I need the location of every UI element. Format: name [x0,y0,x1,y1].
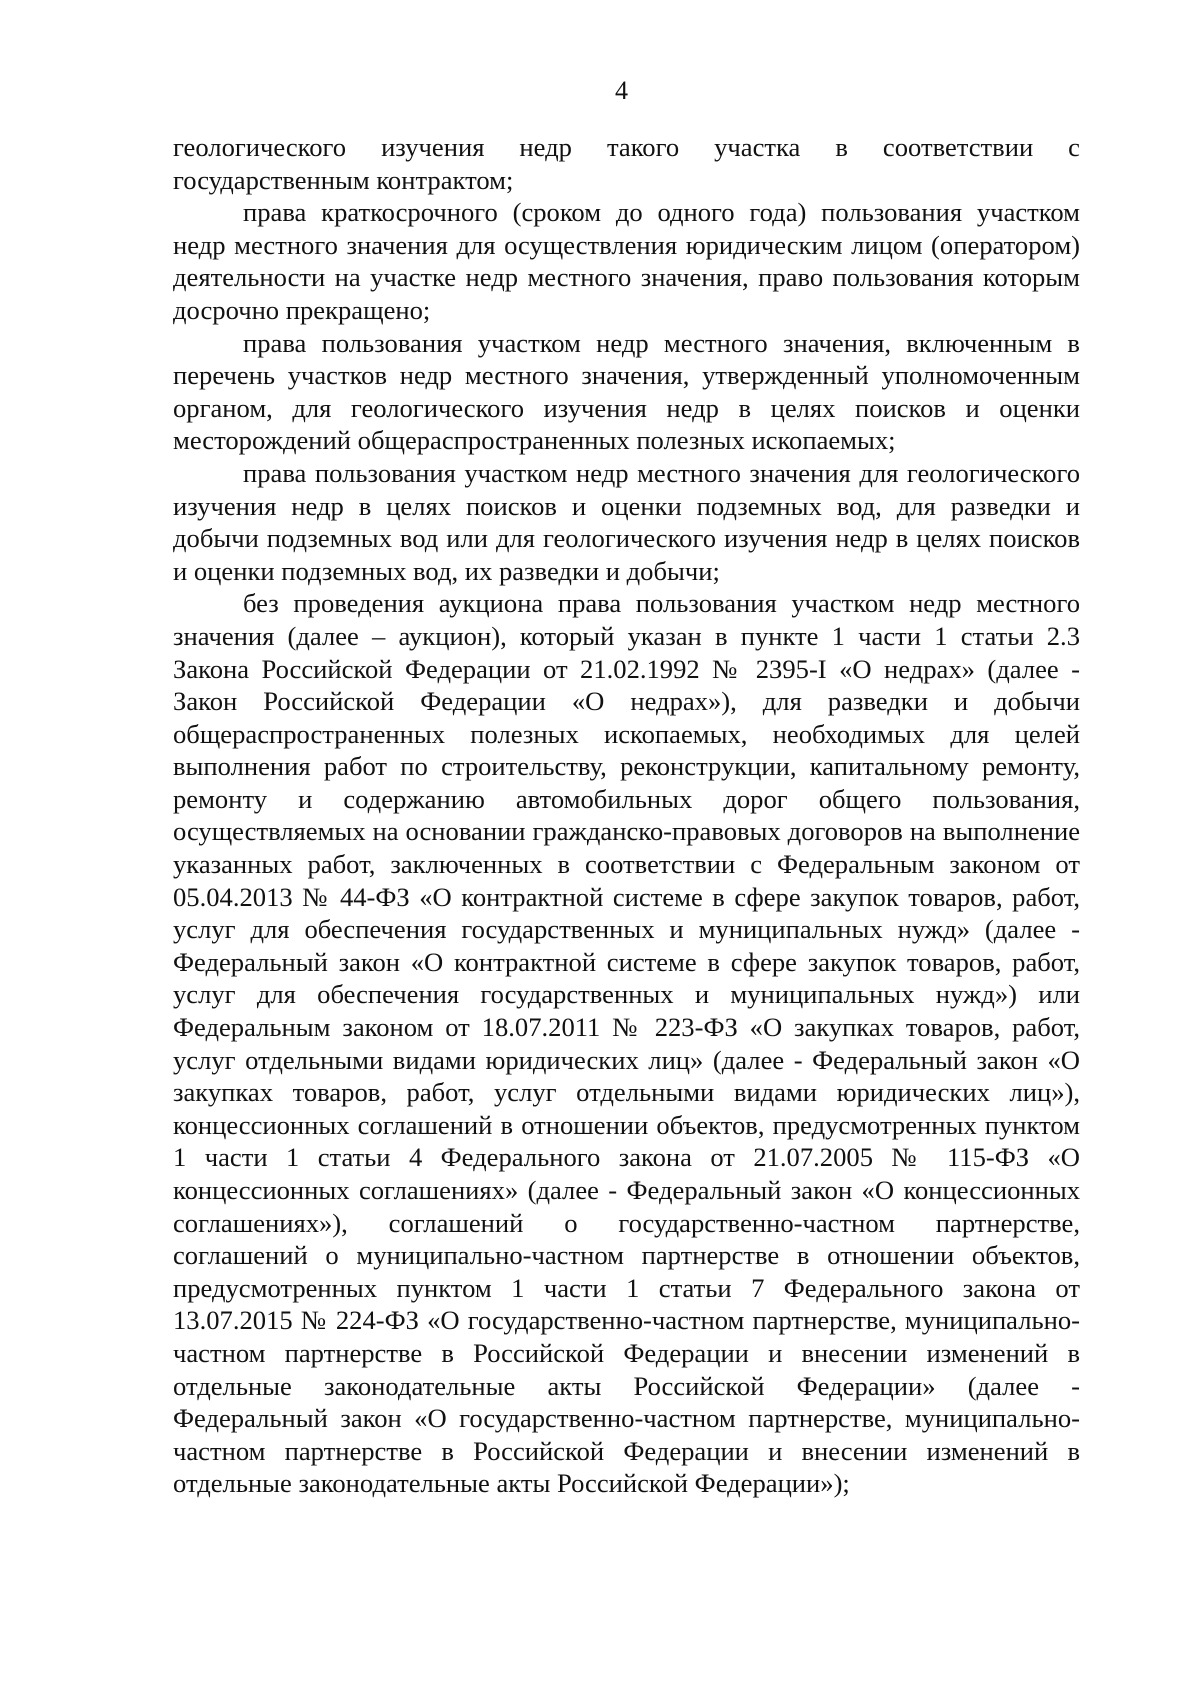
paragraph: права краткосрочного (сроком до одного года) пользования участком недр местного значения для осуществления юридическим лицом (оператором) деятельности на участке недр местного значения, право пользования которым досрочно прекращено; [173,197,1080,325]
document-body [173,131,1080,1500]
paragraph-continuation: геологического изучения недр такого участка в соответствии с государственным контрактом; [173,132,1080,195]
page-number: 4 [615,76,628,105]
paragraph: без проведения аукциона права пользования участком недр местного значения (далее – аукцион), который указан в пункте 1 части 1 статьи 2.3 Закона Российской Федерации от 21.02.1992 № 2395-I «О недрах» (далее - Закон Российской Федерации «О недрах»), для разведки и добычи общераспространенных полезных ископаемых, необходимых для целей выполнения работ по строительству, реконструкции, капитальному ремонту, ремонту и содержанию автомобильных дорог общего пользования, осуществляемых на основании гражданско-правовых договоров на выполнение указанных работ, заключенных в соответствии с Федеральным законом от 05.04.2013 № 44-ФЗ «О контрактной системе в сфере закупок товаров, работ, услуг для обеспечения государственных и муниципальных нужд» (далее - Федеральный закон «О контрактной системе в сфере закупок товаров, работ, услуг для обеспечения государственных и муниципальных нужд») или Федеральным законом от 18.07.2011 № 223-ФЗ «О закупках товаров, работ, услуг отдельными видами юридических лиц» (далее - Федеральный закон «О закупках товаров, работ, услуг отдельными видами юридических лиц»), концессионных соглашений в отношении объектов, предусмотренных пунктом 1 части 1 статьи 4 Федерального закона от 21.07.2005 № 115-ФЗ «О концессионных соглашениях» (далее - Федеральный закон «О концессионных соглашениях»), соглашений о государственно-частном партнерстве, соглашений о муниципально-частном партнерстве в отношении объектов, предусмотренных пунктом 1 части 1 статьи 7 Федерального закона от 13.07.2015 № 224-ФЗ «О государственно-частном партнерстве, муниципально-частном партнерстве в Российской Федерации и внесении изменений в отдельные законодательные акты Российской Федерации» (далее - Федеральный закон «О государственно-частном партнерстве, муниципально-частном партнерстве в Российской Федерации и внесении изменений в отдельные законодательные акты Российской Федерации»); [173,588,1080,1499]
paragraph: права пользования участком недр местного значения для геологического изучения недр в целях поисков и оценки подземных вод, для разведки и добычи подземных вод или для геологического изучения недр в целях поисков и оценки подземных вод, их разведки и добычи; [173,457,1080,586]
paragraph: права пользования участком недр местного значения, включенным в перечень участков недр местного значения, утвержденный уполномоченным органом, для геологического изучения недр в целях поисков и оценки месторождений общераспространенных полезных ископаемых; [173,327,1080,456]
